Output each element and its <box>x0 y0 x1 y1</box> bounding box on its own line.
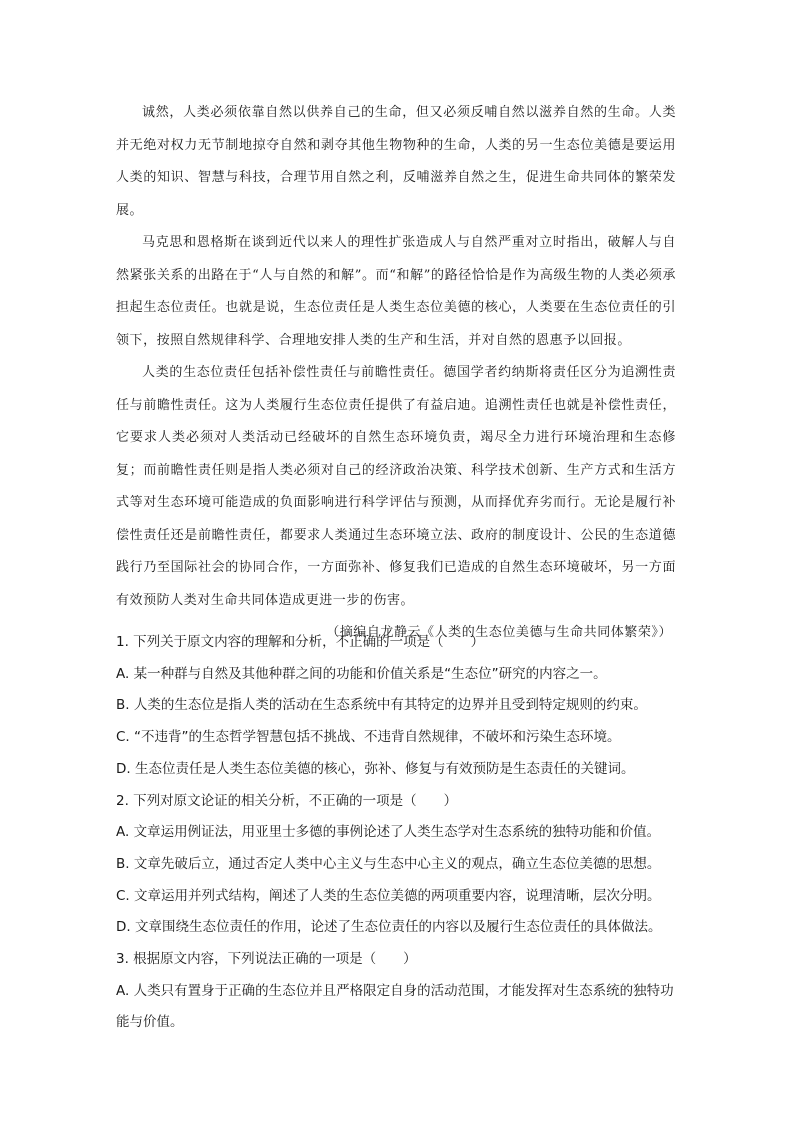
question-2-stem: 2. 下列对原文论证的相关分析，不正确的一项是（ ） <box>116 792 458 809</box>
question-1-option-d: D. 生态位责任是人类生态位美德的核心，弥补、修复与有效预防是生态责任的关键词。 <box>116 760 635 777</box>
question-1-option-c: C. “不违背”的生态哲学智慧包括不挑战、不违背自然规律，不破坏和污染生态环境。 <box>116 729 621 746</box>
question-1-option-a: A. 某一种群与自然及其他种群之间的功能和价值关系是“生态位”研究的内容之一。 <box>116 665 607 682</box>
question-2-option-d: D. 文章围绕生态位责任的作用，论述了生态位责任的内容以及履行生态位责任的具体做法。 <box>116 919 662 936</box>
passage-paragraph-2: 马克思和恩格斯在谈到近代以来人的理性扩张造成人与自然严重对立时指出，破解人与自然紧张关系的出路在于“人与自然的和解”。而“和解”的路径恰恰是作为高级生物的人类必须承担起生态位责任。也就是说，生态位责任是人类生态位美德的核心，人类要在生态位责任的引领下，按照自然规律科学、合理地安排人类的生产和生活，并对自然的恩惠予以回报。 <box>116 235 676 348</box>
question-2-option-b: B. 文章先破后立，通过否定人类中心主义与生态中心主义的观点，确立生态位美德的思想。 <box>116 855 661 872</box>
question-2-option-c: C. 文章运用并列式结构，阐述了人类的生态位美德的两项重要内容，说理清晰，层次分明。 <box>116 887 661 904</box>
reading-passage <box>116 97 676 650</box>
question-list <box>116 627 684 1039</box>
question-1-option-b: B. 人类的生态位是指人类的活动在生态系统中有其特定的边界并且受到特定规则的约束。 <box>116 697 647 714</box>
question-3-stem: 3. 根据原文内容，下列说法正确的一项是（ ） <box>116 951 417 968</box>
passage-paragraph-3: 人类的生态位责任包括补偿性责任与前瞻性责任。德国学者约纳斯将责任区分为追溯性责任与前瞻性责任。这为人类履行生态位责任提供了有益启迪。追溯性责任也就是补偿性责任，它要求人类必须对人类活动已经破坏的自然生态环境负责，竭尽全力进行环境治理和生态修复；而前瞻性责任则是指人类必须对自己的经济政治决策、科学技术创新、生产方式和生活方式等对生态环境可能造成的负面影响进行科学评估与预测，从而择优弃劣而行。无论是履行补偿性责任还是前瞻性责任，都要求人类通过生态环境立法、政府的制度设计、公民的生态道德践行乃至国际社会的协同合作，一方面弥补、修复我们已造成的自然生态环境破坏，另一方面有效预防人类对生命共同体造成更进一步的伤害。 <box>116 365 676 608</box>
passage-paragraph-1: 诚然，人类必须依靠自然以供养自己的生命，但又必须反哺自然以滋养自然的生命。人类并无绝对权力无节制地掠夺自然和剥夺其他生物物种的生命，人类的另一生态位美德是要运用人类的知识、智慧与科技，合理节用自然之利，反哺滋养自然之生，促进生命共同体的繁荣发展。 <box>116 105 676 218</box>
question-3-option-a: A. 人类只有置身于正确的生态位并且严格限定自身的活动范围，才能发挥对生态系统的独特功能与价值。 <box>116 982 674 1031</box>
passage-source: （摘编自龙静云《人类的生态位美德与生命共同体繁荣》） <box>326 625 672 640</box>
question-2-option-a: A. 文章运用例证法，用亚里士多德的事例论述了人类生态学对生态系统的独特功能和价值。 <box>116 824 661 841</box>
question-1-stem: 1. 下列关于原文内容的理解和分析，不正确的一项是（ ） <box>116 634 485 650</box>
